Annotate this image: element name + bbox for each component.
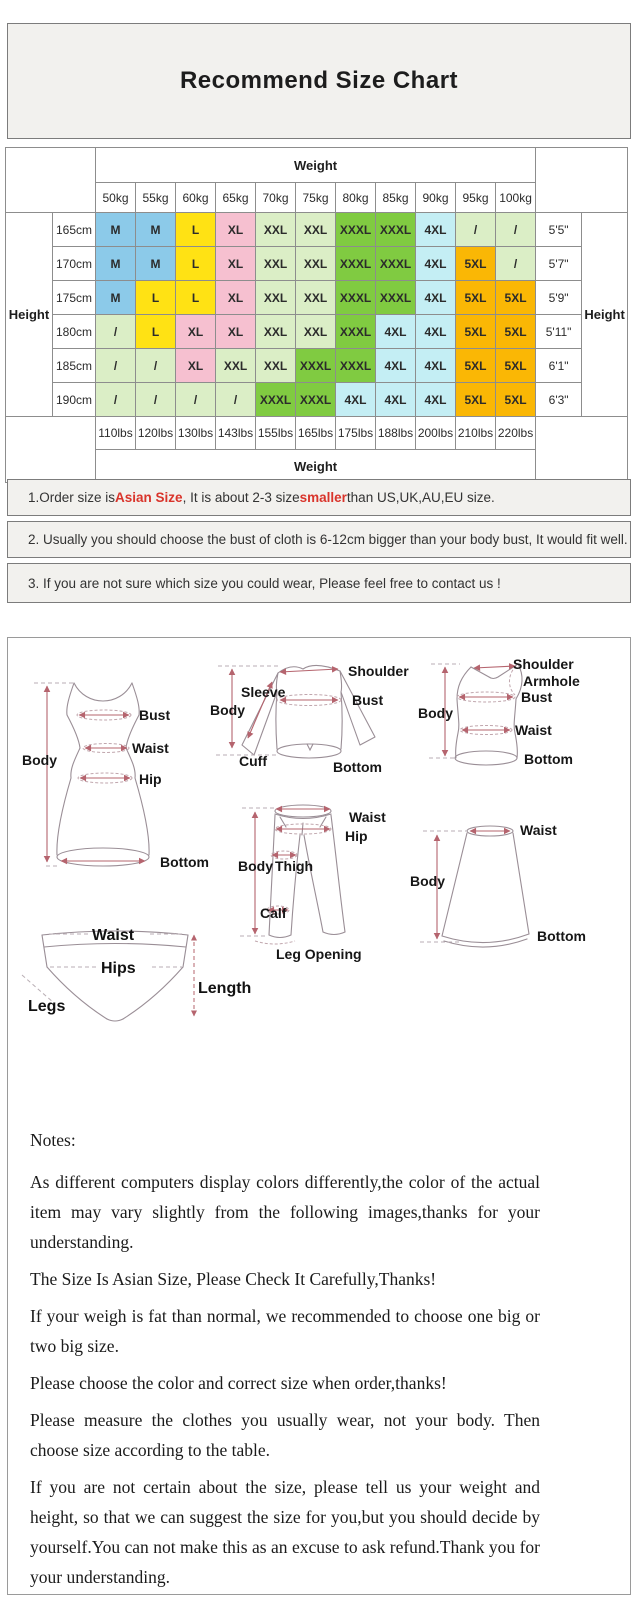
note-text: 2. Usually you should choose the bust of cloth is 6-12cm bigger than your body bust, It would fit well. bbox=[28, 532, 628, 547]
shirt-cuff-label: Cuff bbox=[239, 753, 267, 769]
height-ft-cell: 5'11" bbox=[536, 315, 582, 349]
lbs-column-header: 200lbs bbox=[416, 417, 456, 450]
dress-hip-label: Hip bbox=[139, 771, 162, 787]
size-cell: 4XL bbox=[376, 349, 416, 383]
table-row bbox=[6, 383, 628, 417]
seller-note-paragraph: Please choose the color and correct size when order,thanks! bbox=[30, 1373, 447, 1393]
corner-blank-cell bbox=[6, 417, 96, 483]
size-cell: 4XL bbox=[376, 383, 416, 417]
size-cell: L bbox=[136, 315, 176, 349]
size-cell: / bbox=[176, 383, 216, 417]
height-ft-cell: 5'7" bbox=[536, 247, 582, 281]
size-cell: XL bbox=[176, 349, 216, 383]
kg-column-header: 100kg bbox=[496, 183, 536, 213]
measurement-diagrams bbox=[8, 645, 630, 1075]
lbs-column-header: 155lbs bbox=[256, 417, 296, 450]
table-row bbox=[6, 450, 628, 483]
size-table-body bbox=[6, 148, 628, 483]
kg-column-header: 95kg bbox=[456, 183, 496, 213]
corner-blank-cell bbox=[536, 417, 628, 483]
size-cell: / bbox=[216, 383, 256, 417]
note-text: 3. If you are not sure which size you could wear, Please feel free to contact us ! bbox=[28, 575, 501, 591]
size-cell: XL bbox=[216, 247, 256, 281]
dress-body-label: Body bbox=[22, 752, 57, 768]
size-chart-title: Recommend Size Chart bbox=[179, 67, 459, 94]
size-cell: 5XL bbox=[456, 315, 496, 349]
table-row bbox=[6, 281, 628, 315]
brief-waist-label: Waist bbox=[92, 927, 135, 944]
size-cell: M bbox=[96, 213, 136, 247]
table-row bbox=[6, 417, 628, 450]
seller-note-paragraph: If your weigh is fat than normal, we recommended to choose one big or two big size. bbox=[30, 1306, 540, 1356]
size-cell: 5XL bbox=[456, 349, 496, 383]
size-cell: 4XL bbox=[416, 247, 456, 281]
size-cell: 5XL bbox=[496, 281, 536, 315]
seller-note-paragraph: The Size Is Asian Size, Please Check It Carefully,Thanks! bbox=[30, 1269, 437, 1289]
table-row bbox=[6, 183, 628, 213]
tank-body-label: Body bbox=[418, 705, 453, 721]
size-cell: 4XL bbox=[416, 315, 456, 349]
height-header-right: Height bbox=[582, 213, 628, 417]
height-cm-cell: 190cm bbox=[53, 383, 96, 417]
brief-legs-label: Legs bbox=[28, 998, 66, 1015]
table-row bbox=[6, 213, 628, 247]
lbs-column-header: 210lbs bbox=[456, 417, 496, 450]
dress-bust-label: Bust bbox=[139, 707, 171, 723]
dress-diagram bbox=[22, 683, 209, 870]
note-red-text: Asian Size bbox=[115, 490, 183, 505]
kg-column-header: 80kg bbox=[336, 183, 376, 213]
size-cell: XXL bbox=[256, 315, 296, 349]
tank-shoulder-label: Shoulder bbox=[513, 656, 574, 672]
size-table bbox=[5, 147, 628, 483]
dress-waist-label: Waist bbox=[132, 740, 169, 756]
pants-diagram bbox=[238, 805, 386, 962]
height-ft-cell: 5'5" bbox=[536, 213, 582, 247]
table-row bbox=[6, 247, 628, 281]
pants-leg-opening-label: Leg Opening bbox=[276, 946, 362, 962]
kg-column-header: 90kg bbox=[416, 183, 456, 213]
table-row bbox=[6, 315, 628, 349]
size-chart-title-box bbox=[7, 23, 631, 139]
shirt-diagram bbox=[210, 663, 409, 775]
height-cm-cell: 165cm bbox=[53, 213, 96, 247]
lbs-column-header: 175lbs bbox=[336, 417, 376, 450]
size-cell: XXXL bbox=[336, 281, 376, 315]
kg-column-header: 65kg bbox=[216, 183, 256, 213]
size-cell: XL bbox=[216, 315, 256, 349]
kg-column-header: 60kg bbox=[176, 183, 216, 213]
size-cell: XXXL bbox=[376, 281, 416, 315]
size-cell: XXL bbox=[296, 281, 336, 315]
size-cell: XXXL bbox=[336, 349, 376, 383]
weight-header-top: Weight bbox=[96, 148, 536, 183]
size-cell: M bbox=[96, 281, 136, 315]
lbs-column-header: 220lbs bbox=[496, 417, 536, 450]
size-cell: M bbox=[136, 247, 176, 281]
seller-notes bbox=[30, 1125, 540, 1599]
height-cm-cell: 180cm bbox=[53, 315, 96, 349]
shirt-bottom-label: Bottom bbox=[333, 759, 382, 775]
size-cell: XL bbox=[216, 213, 256, 247]
kg-column-header: 50kg bbox=[96, 183, 136, 213]
size-cell: / bbox=[456, 213, 496, 247]
lbs-column-header: 188lbs bbox=[376, 417, 416, 450]
underwear-diagram bbox=[22, 927, 251, 1021]
size-cell: XXXL bbox=[376, 247, 416, 281]
size-cell: XL bbox=[216, 281, 256, 315]
size-cell: XL bbox=[176, 315, 216, 349]
pants-hip-label: Hip bbox=[345, 828, 368, 844]
shirt-body-label: Body bbox=[210, 702, 245, 718]
skirt-bottom-label: Bottom bbox=[537, 928, 586, 944]
size-cell: 5XL bbox=[496, 315, 536, 349]
skirt-waist-label: Waist bbox=[520, 822, 557, 838]
tank-armhole-label: Armhole bbox=[523, 673, 580, 689]
measure-guide-box bbox=[7, 637, 631, 1595]
size-cell: L bbox=[176, 213, 216, 247]
size-cell: XXL bbox=[216, 349, 256, 383]
brief-hips-label: Hips bbox=[101, 960, 136, 977]
kg-column-header: 55kg bbox=[136, 183, 176, 213]
size-cell: 5XL bbox=[456, 281, 496, 315]
note-text: than US,UK,AU,EU size. bbox=[346, 490, 495, 505]
size-note-row-1 bbox=[7, 479, 631, 516]
tank-top-diagram bbox=[418, 656, 580, 767]
note-text: , It is about 2-3 size bbox=[182, 490, 300, 505]
size-cell: / bbox=[136, 349, 176, 383]
size-cell: XXL bbox=[256, 213, 296, 247]
size-cell: XXXL bbox=[376, 213, 416, 247]
skirt-body-label: Body bbox=[410, 873, 445, 889]
size-cell: / bbox=[496, 247, 536, 281]
shirt-bust-label: Bust bbox=[352, 692, 384, 708]
size-cell: M bbox=[136, 213, 176, 247]
size-cell: XXXL bbox=[296, 349, 336, 383]
lbs-column-header: 110lbs bbox=[96, 417, 136, 450]
size-cell: XXXL bbox=[336, 247, 376, 281]
size-cell: M bbox=[96, 247, 136, 281]
size-cell: 4XL bbox=[416, 281, 456, 315]
height-header-left: Height bbox=[6, 213, 53, 417]
height-ft-cell: 6'3" bbox=[536, 383, 582, 417]
height-ft-cell: 5'9" bbox=[536, 281, 582, 315]
pants-body-label: Body bbox=[238, 858, 273, 874]
height-cm-cell: 185cm bbox=[53, 349, 96, 383]
size-cell: XXL bbox=[256, 281, 296, 315]
size-cell: 4XL bbox=[416, 213, 456, 247]
brief-length-label: Length bbox=[198, 980, 252, 997]
kg-column-header: 85kg bbox=[376, 183, 416, 213]
size-cell: 4XL bbox=[336, 383, 376, 417]
size-cell: XXL bbox=[256, 349, 296, 383]
shirt-shoulder-label: Shoulder bbox=[348, 663, 409, 679]
table-row bbox=[6, 148, 628, 183]
corner-blank-cell bbox=[6, 148, 96, 213]
size-cell: / bbox=[96, 349, 136, 383]
lbs-column-header: 143lbs bbox=[216, 417, 256, 450]
size-cell: XXL bbox=[256, 247, 296, 281]
kg-column-header: 70kg bbox=[256, 183, 296, 213]
size-cell: 4XL bbox=[416, 383, 456, 417]
size-cell: 5XL bbox=[456, 247, 496, 281]
size-cell: / bbox=[496, 213, 536, 247]
size-cell: XXL bbox=[296, 315, 336, 349]
size-cell: 5XL bbox=[456, 383, 496, 417]
size-cell: 5XL bbox=[496, 383, 536, 417]
size-note-row-2 bbox=[7, 521, 631, 558]
seller-note-paragraph: If you are not certain about the size, please tell us your weight and height, so that we can suggest the size for you,but you should decide by yourself.You can not make this as an excuse to ask refund.Thank you for your understanding. bbox=[30, 1477, 540, 1587]
table-row bbox=[6, 349, 628, 383]
size-cell: XXXL bbox=[336, 315, 376, 349]
size-cell: 4XL bbox=[416, 349, 456, 383]
seller-note-paragraph: As different computers display colors differently,the color of the actual item may vary slightly from the following images,thanks for your understanding. bbox=[30, 1172, 540, 1252]
height-ft-cell: 6'1" bbox=[536, 349, 582, 383]
skirt-diagram bbox=[410, 822, 586, 947]
height-cm-cell: 175cm bbox=[53, 281, 96, 315]
size-cell: XXL bbox=[296, 213, 336, 247]
tank-bottom-label: Bottom bbox=[524, 751, 573, 767]
shirt-sleeve-label: Sleeve bbox=[241, 684, 286, 700]
tank-waist-label: Waist bbox=[515, 722, 552, 738]
size-cell: / bbox=[136, 383, 176, 417]
size-cell: 4XL bbox=[376, 315, 416, 349]
pants-calf-label: Calf bbox=[260, 905, 287, 921]
size-cell: / bbox=[96, 315, 136, 349]
size-cell: XXXL bbox=[296, 383, 336, 417]
lbs-column-header: 165lbs bbox=[296, 417, 336, 450]
size-cell: 5XL bbox=[496, 349, 536, 383]
seller-note-paragraph: Please measure the clothes you usually wear, not your body. Then choose size according to the table. bbox=[30, 1410, 540, 1460]
lbs-column-header: 130lbs bbox=[176, 417, 216, 450]
note-red-text: smaller bbox=[299, 490, 347, 505]
weight-header-bottom: Weight bbox=[96, 450, 536, 483]
size-note-row-3 bbox=[7, 563, 631, 603]
height-cm-cell: 170cm bbox=[53, 247, 96, 281]
corner-blank-cell bbox=[536, 148, 628, 213]
seller-notes-heading: Notes: bbox=[30, 1130, 76, 1150]
size-cell: XXXL bbox=[336, 213, 376, 247]
size-cell: XXL bbox=[296, 247, 336, 281]
size-cell: L bbox=[136, 281, 176, 315]
kg-column-header: 75kg bbox=[296, 183, 336, 213]
note-text: 1.Order size is bbox=[28, 490, 116, 505]
size-cell: L bbox=[176, 281, 216, 315]
size-cell: / bbox=[96, 383, 136, 417]
size-cell: L bbox=[176, 247, 216, 281]
pants-thigh-label: Thigh bbox=[275, 858, 314, 874]
lbs-column-header: 120lbs bbox=[136, 417, 176, 450]
pants-waist-label: Waist bbox=[349, 809, 386, 825]
dress-bottom-label: Bottom bbox=[160, 854, 209, 870]
tank-bust-label: Bust bbox=[521, 689, 553, 705]
size-cell: XXXL bbox=[256, 383, 296, 417]
